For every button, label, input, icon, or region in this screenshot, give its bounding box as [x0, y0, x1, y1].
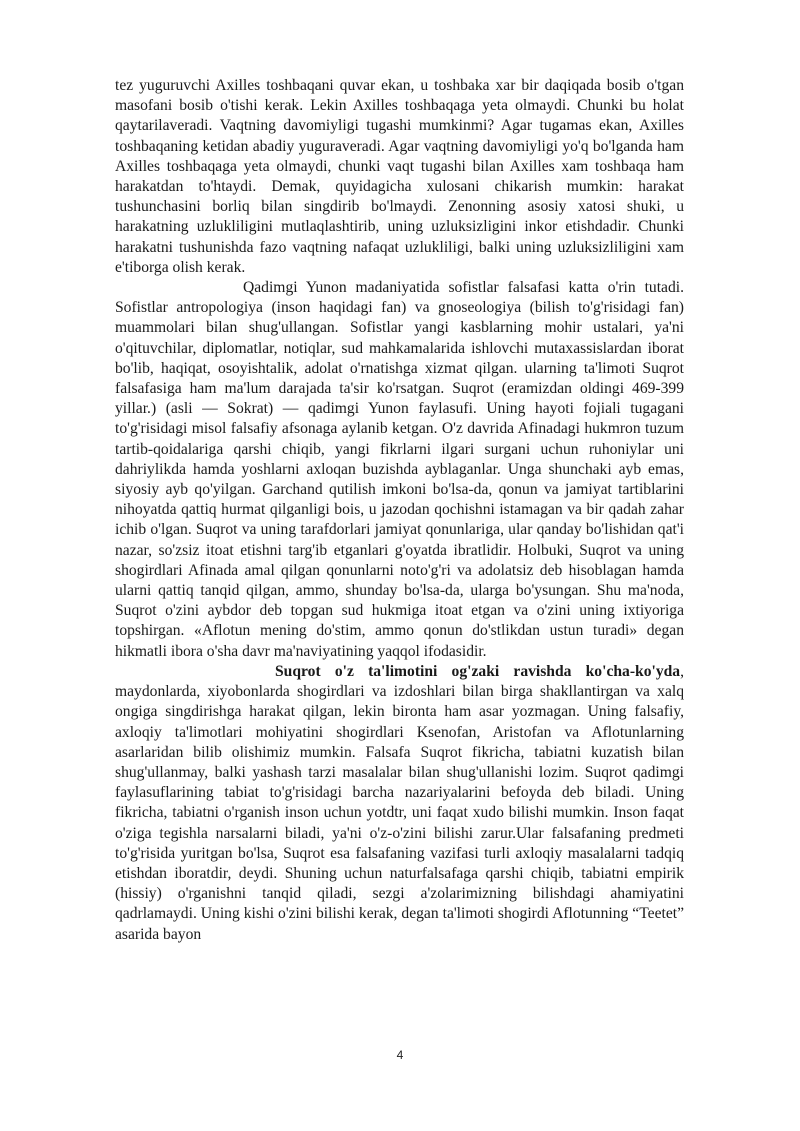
page-body	[115, 76, 684, 945]
paragraph-body: , maydonlarda, xiyobonlarda shogirdlari va izdoshlari bilan birga shakllantirgan va xalq ongiga singdirishga harakat qilgan, lekin bironta ham asar yozmagan. Uning falsafiy, axloqiy ta'limotlari mohiyatini shogirdlari Ksenofan, Aristofan va Aflotunlarning asarlaridan bilib olishimiz mumkin. Falsafa Suqrot fikricha, tabiatni kuzatish bilan shug'ullanmay, balki yashash tarzi masalalar bilan shug'ullanishi lozim. Suqrot qadimgi faylasuflarining tabiat to'g'risidagi barcha nazariyalarini befoyda deb biladi. Uning fikricha, tabiatni o'rganish inson uchun yotdtr, uni faqat xudo bilishi mumkin. Inson faqat o'ziga tegishla narsalarni biladi, ya'ni o'z-o'zini bilishi zarur.Ular falsafaning predmeti to'g'risida yuritgan bo'lsa, Suqrot esa falsafaning vazifasi turli axloqiy masalalarni tadqiq etishdan iboratdir, deydi. Shuning uchun naturfalsafaga qarshi chiqib, tabiatni empirik (hissiy) o'rganishni tanqid qiladi, sezgi a'zolarimizning bilishdagi ahamiyatini qadrlamaydi. Uning kishi o'zini bilishi kerak, degan ta'limoti shogirdi Aflotunning “Teetet” asarida bayon	[115, 662, 684, 943]
paragraph-zenon: tez yuguruvchi Axilles toshbaqani quvar ekan, u toshbaka xar bir daqiqada bosib o'tgan masofani bosib o'tishi kerak. Lekin Axilles toshbaqaga yeta olmaydi. Chunki bu holat qaytarilaveradi. Vaqtning davomiyligi tugashi mumkinmi? Agar tugamas ekan, Axilles toshbaqaning ketidan abadiy yuguraveradi. Agar vaqtning davomiyligi yo'q bo'lganda ham Axilles toshbaqaga yeta olmaydi, chunki vaqt tugashi bilan Axilles xam toshbaqa ham harakatdan to'htaydi. Demak, quyidagicha xulosani chikarish mumkin: harakat tushunchasini borliq bilan singdirib bo'lmaydi. Zenonning asosiy xatosi shuki, u harakatning uzlukliligini mutlaqlashtirib, uning uzluksizligini inkor etishdadir. Chunki harakatni tushunishda fazo vaqtning nafaqat uzlukliligi, balki uning uzluksizliligini xam e'tiborga olish kerak.	[115, 77, 684, 276]
paragraph-socrates	[115, 662, 684, 945]
page-number: 4	[396, 1048, 404, 1062]
paragraph-lead-bold: Suqrot o'z ta'limotini og'zaki ravishda ko'cha-ko'yda	[275, 662, 681, 680]
paragraph-sophists: Qadimgi Yunon madaniyatida sofistlar falsafasi katta o'rin tutadi. Sofistlar antropologiya (inson haqidagi fan) va gnoseologiya (bilish to'g'risidagi fan) muammolari bilan shug'ullangan. Sofistlar yangi kasblarning mohir ustalari, ya'ni o'qituvchilar, diplomatlar, notiqlar, sud mahkamalarida ishlovchi mutaxassislardan iborat bo'lib, haqiqat, osoyishtalik, adolat o'rnatishga xizmat qilgan. ularning ta'limoti Suqrot falsafasiga ham ma'lum darajada ta'sir ko'rsatgan. Suqrot (eramizdan oldingi 469-399 yillar.) (asli — Sokrat) — qadimgi Yunon faylasufi. Uning hayoti fojiali tugagani to'g'risidagi misol falsafiy afsonaga aylanib ketgan. O'z davrida Afinadagi hukmron tuzum tartib-qoidalariga qarshi chiqib, yangi fikrlarni ilgari surgani uchun ruhoniylar uni dahriylikda hamda yoshlarni axloqan buzishda ayblaganlar. Unga shunchaki ayb emas, siyosiy ayb qo'yilgan. Garchand qutilish imkoni bo'lsa-da, qonun va jamiyat tartiblarini nihoyatda qattiq hurmat qilganligi bois, u jazodan qochishni istamagan va bir qadah zahar ichib o'lgan. Suqrot va uning tarafdorlari jamiyat qonunlariga, ular qanday bo'lishidan qat'i nazar, so'zsiz itoat etishni targ'ib etganlari g'oyatda ibratlidir. Holbuki, Suqrot va uning shogirdlari Afinada amal qilgan qonunlarni noto'g'ri va adolatsiz deb hisoblagan hamda ularni qattiq tanqid qilgan, ammo, shunday bo'lsa-da, ularga bo'ysungan. Shu ma'noda, Suqrot o'zini aybdor deb topgan sud hukmiga itoat etgan va o'zini uning ixtiyoriga topshirgan. «Aflotun mening do'stim, ammo qonun do'stlikdan ustun turadi» degan hikmatli ibora o'sha davr ma'naviyatining yaqqol ifodasidir.	[115, 279, 684, 660]
